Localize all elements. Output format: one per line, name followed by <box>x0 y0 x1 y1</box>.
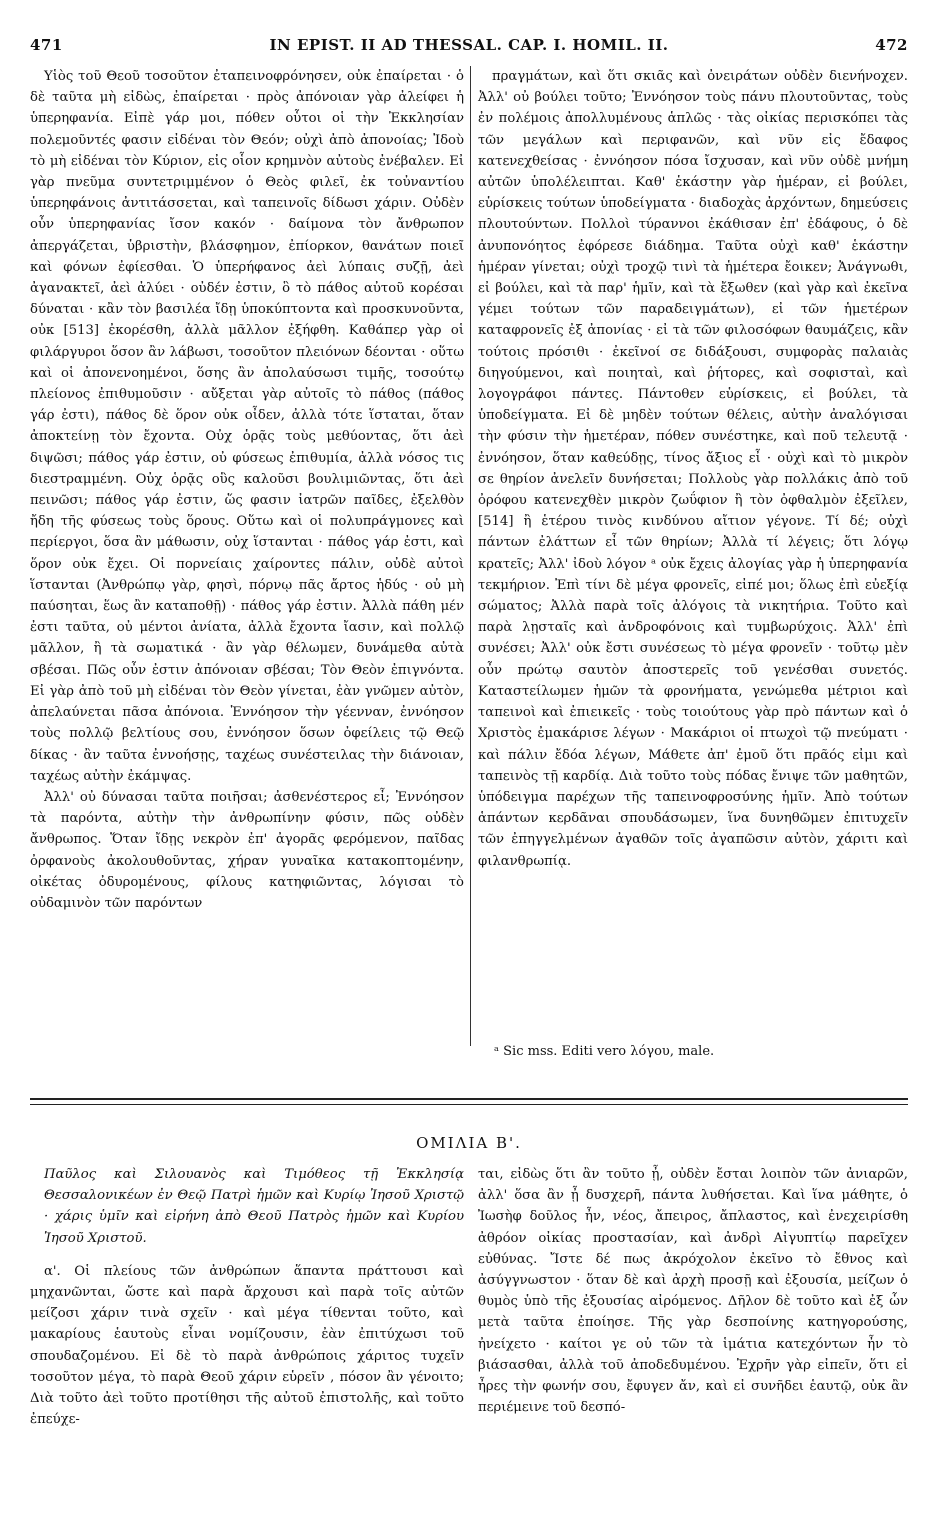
footnote: ᵃ Sic mss. Editi vero λόγου, male. <box>494 1044 715 1059</box>
right-column <box>478 66 908 872</box>
homily-left-column <box>30 1164 464 1430</box>
running-title: IN EPIST. II AD THESSAL. CAP. I. HOMIL. II. <box>269 36 669 54</box>
left-paragraph-1: Υἱὸς τοῦ Θεοῦ τοσοῦτον ἐταπεινοφρόνησεν, οὐκ ἐπαίρεται · ὁ δὲ ταῦτα μὴ εἰδὼς, ἐπαίρεται · πρὸς ἀπόνοιαν γὰρ ἀλείφει ἡ ὑπερηφανία. Εἰπὲ γάρ μοι, πόθεν οὗτοι οἱ τὴν Ἐκκλησίαν πολεμοῦντές φασιν εἰδέναι τὸν Θεόν; οὐχὶ ἀπὸ ἀπονοίας; Ἰδοὺ τὸ μὴ εἰδέναι τὸν Κύριον, εἰς οἷον κρημνὸν αὐτοὺς ἐνέβαλεν. Εἰ γὰρ πνεῦμα συντετριμμένον ὁ Θεὸς φιλεῖ, ἐκ τοὐναντίου ὑπερηφάνοις ἀντιτάσσεται, καὶ ταπεινοῖς δίδωσι χάριν. Οὐδὲν οὖν ὑπερηφανίας ἴσον κακόν · δαίμονα τὸν ἄνθρωπον ἀπεργάζεται, ὑβριστὴν, βλάσφημον, ἐπίορκον, θανάτων ποιεῖ καὶ φόνων ἐφίεσθαι. Ὁ ὑπερήφανος ἀεὶ λύπαις συζῇ, ἀεὶ ἀγανακτεῖ, ἀεὶ ἀλύει · οὐδέν ἐστιν, ὃ τὸ πάθος αὐτοῦ κορέσαι δύναται · κἂν τὸν βασιλέα ἴδῃ ὑποκύπτοντα καὶ προσκυνοῦντα, οὐκ [513] ἐκορέσθη, ἀλλὰ μᾶλλον ἐξήφθη. Καθάπερ γὰρ οἱ φιλάργυροι ὅσον ἂν λάβωσι, τοσοῦτον πλειόνων δέονται · οὕτω καὶ οἱ ἀπονενοημένοι, ὅσης ἂν ἀπολαύσωσι τιμῆς, τοσούτῳ πλείονος ἐπιθυμοῦσιν · αὔξεται γὰρ αὐτοῖς τὸ πάθος (πάθος γάρ ἐστι), πάθος δὲ ὅρον οὐκ οἶδεν, ἀλλὰ τότε ἵσταται, ὅταν ἀποκτείνῃ τὸν ἔχοντα. Οὐχ ὁρᾷς τοὺς μεθύοντας, ὅτι ἀεὶ διψῶσι; πάθος γάρ ἐστιν, οὐ φύσεως ἐπιθυμία, ἀλλὰ νόσος τις διεστραμμένη. Οὐχ ὁρᾷς οὓς καλοῦσι βουλιμιῶντας, ὅτι ἀεὶ πεινῶσι; πάθος γάρ ἐστιν, ὥς φασιν ἰατρῶν παῖδες, ἐξελθὸν ἤδη τῆς φύσεως τοὺς ὅρους. Οὕτω καὶ οἱ πολυπράγμονες καὶ περίεργοι, ὅσα ἂν μάθωσιν, οὐχ ἵστανται · πάθος γάρ ἐστι, καὶ ὅρον οὐκ ἔχει. Οἱ πορνείαις χαίροντες πάλιν, οὐδὲ αὐτοὶ ἵστανται (Ἀνθρώπῳ γὰρ, φησὶ, πόρνῳ πᾶς ἄρτος ἡδύς · οὐ μὴ παύσηται, ἕως ἂν καταποθῇ) · πάθος γάρ ἐστιν. Ἀλλὰ πάθη μέν ἐστι ταῦτα, οὐ μέντοι ἀνίατα, ἀλλὰ ἔχοντα ἴασιν, καὶ πολλῷ μᾶλλον, ἢ τὰ σωματικά · ἂν γὰρ θέλωμεν, δυνάμεθα αὐτὰ σβέσαι. Πῶς οὖν ἐστιν ἀπόνοιαν σβέσαι; Τὸν Θεὸν ἐπιγνόντα. Εἰ γὰρ ἀπὸ τοῦ μὴ εἰδέναι τὸν Θεὸν γίνεται, ἐὰν γνῶμεν αὐτὸν, ἀπελαύνεται πᾶσα ἀπόνοια. Ἐννόησον τὴν γέενναν, ἐννόησον τοὺς πολλῷ βελτίους σου, ἐννόησον ὅσων ὀφείλεις τῷ Θεῷ δίκας · ἂν ταῦτα ἐννοήσῃς, ταχέως συνέστειλας τὴν διάνοιαν, ταχέως αὐτὴν ἐκάμψας. <box>30 69 464 784</box>
homily-right-text: ται, εἰδὼς ὅτι ἂν τοῦτο ᾖ, οὐδὲν ἔσται λοιπὸν τῶν ἀνιαρῶν, ἀλλ' ὅσα ἂν ᾖ δυσχερῆ, πάντα λυθήσεται. Καὶ ἵνα μάθητε, ὁ Ἰωσὴφ δοῦλος ἦν, νέος, ἄπειρος, ἄπλαστος, καὶ ἐνεχειρίσθη ἀθρόον οἰκίας προστασίαν, καὶ ἀνδρὶ Αἰγυπτίῳ παρεῖχεν εὐθύνας. Ἴστε δέ πως ἀκρόχολον ἐκεῖνο τὸ ἔθνος καὶ ἀσύγγνωστον · ὅταν δὲ καὶ ἀρχὴ προσῇ καὶ ἐξουσία, μείζων ὁ θυμὸς ὑπὸ τῆς ἐξουσίας αἰρόμενος. Δῆλον δὲ τοῦτο καὶ ἐξ ὧν μετὰ ταῦτα ἐποίησε. Τῆς γὰρ δεσποίνης κατηγορούσης, ἠνείχετο · καίτοι γε οὐ τῶν τὰ ἱμάτια κατεχόντων ἦν τὸ βιάσασθαι, ἀλλὰ τοῦ ἀποδεδυμένου. Ἐχρῆν γὰρ εἰπεῖν, ὅτι εἰ ἦρες τὴν φωνήν σου, ἔφυγεν ἄν, καὶ εἰ συνῆδει ἑαυτῷ, οὐκ ἂν περιέμεινε τοῦ δεσπό- <box>478 1167 908 1416</box>
homily-right-column <box>478 1164 908 1418</box>
page-number-right: 472 <box>875 36 908 54</box>
section-rule-thin <box>30 1104 908 1105</box>
homily-title: ΟΜΙΛΙΑ Β'. <box>416 1134 522 1152</box>
left-column <box>30 66 464 914</box>
right-paragraph-1: πραγμάτων, καὶ ὅτι σκιᾶς καὶ ὀνειράτων οὐδὲν διενήνοχεν. Ἀλλ' οὐ βούλει τοῦτο; Ἐννόησον τοὺς πάνυ πλουτοῦντας, τοὺς ἐν πολέμοις ἀπολλυμένους ἁπλῶς · τὰς οἰκίας περισκόπει τὰς τῶν μεγάλων καὶ περιφανῶν, καὶ νῦν εἰς ἔδαφος κατενεχθείσας · ἐννόησον πόσα ἴσχυσαν, καὶ νῦν οὐδὲ μνήμη αὐτῶν ὑπολέλειπται. Καθ' ἑκάστην γὰρ ἡμέραν, εἰ βούλει, εὑρίσκεις τούτων ὑποδείγματα · διαδοχὰς ἀρχόντων, δημεύσεις πλουτούντων. Πολλοὶ τύραννοι ἐκάθισαν ἐπ' ἐδάφους, ὁ δὲ ἀνυπονόητος ἐφόρεσε διάδημα. Ταῦτα οὐχὶ καθ' ἑκάστην ἡμέραν γίνεται; οὐχὶ τροχῷ τινὶ τὰ ἡμέτερα ἔοικεν; Ἀνάγνωθι, εἰ βούλει, καὶ τὰ παρ' ἡμῖν, καὶ τὰ ἔξωθεν (καὶ γὰρ καὶ ἐκεῖνα γέμει τούτων τῶν παραδειγμάτων), εἰ τῶν ἡμετέρων καταφρονεῖς ἐξ ἀπονίας · εἰ τὰ τῶν φιλοσόφων θαυμάζεις, κἂν τούτοις πρόσιθι · ἐκεῖνοί σε διδάξουσι, συμφορὰς παλαιὰς διηγούμενοι, καὶ ποιηταὶ, καὶ ῥήτορες, καὶ σοφισταὶ, καὶ λογογράφοι πάντες. Πάντοθεν εὑρίσκεις, εἰ βούλει, τὰ ὑποδείγματα. Εἰ δὲ μηδὲν τούτων θέλεις, αὐτὴν ἀναλόγισαι τὴν φύσιν τὴν ἡμετέραν, πόθεν συνέστηκε, καὶ ποῦ τελευτᾷ · ἐννόησον, ὅταν καθεύδῃς, τίνος ἄξιος εἶ · οὐχὶ καὶ τὸ μικρὸν σε θηρίον ἀνελεῖν δυνήσεται; Πολλοὺς γὰρ πολλάκις ἀπὸ τοῦ ὀρόφου κατενεχθὲν μικρὸν ζωΰφιον ἢ τὸν ὀφθαλμὸν ἐξεῖλεν, [514] ἢ ἑτέρου τινὸς κινδύνου αἴτιον γέγονε. Τί δέ; οὐχὶ πάντων ἐλάττων εἶ τῶν θηρίων; Ἀλλὰ τί λέγεις; ὅτι λόγῳ κρατεῖς; Ἀλλ' ἰδοὺ λόγον ᵃ οὐκ ἔχεις ἀλογίας γὰρ ἡ ὑπερηφανία τεκμήριον. Ἐπὶ τίνι δὲ μέγα φρονεῖς, εἰπέ μοι; ὅλως ἐπὶ εὐεξίᾳ σώματος; Ἀλλὰ παρὰ τοῖς ἀλόγοις τὰ νικητήρια. Τοῦτο καὶ παρὰ λῃσταῖς καὶ ἀνδροφόνοις καὶ τυμβωρύχοις. Ἀλλ' ἐπὶ συνέσει; Ἀλλ' οὐκ ἔστι συνέσεως τὸ μέγα φρονεῖν · τοῦτῳ μὲν οὖν πρώτῳ σαυτὸν ἀποστερεῖς τοῦ γενέσθαι συνετός. Καταστείλωμεν ἡμῶν τὰ φρονήματα, γενώμεθα μέτριοι καὶ ταπεινοὶ καὶ ἐπιεικεῖς · τοὺς τοιούτους γὰρ πρὸ πάντων καὶ ὁ Χριστὸς ἐμακάρισε λέγων · Μακάριοι οἱ πτωχοὶ τῷ πνεύματι · καὶ πάλιν ἔδόα λέγων, Μάθετε ἀπ' ἐμοῦ ὅτι πρᾶός εἰμι καὶ ταπεινὸς τῇ καρδίᾳ. Διὰ τοῦτο τοὺς πόδας ἔνιψε τῶν μαθητῶν, ὑπόδειγμα παρέχων τῆς ταπεινοφροσύνης ἡμῖν. Ἀπὸ τούτων ἁπάντων κερδᾶναι σπουδάσωμεν, ἵνα δυνηθῶμεν ἐπιτυχεῖν τῶν ἐπηγγελμένων ἀγαθῶν τοῖς ἀγαπῶσιν αὐτὸν, χάριτι καὶ φιλανθρωπίᾳ. <box>478 69 908 869</box>
page-header <box>30 36 908 58</box>
homily-left-text: α'. Οἱ πλείους τῶν ἀνθρώπων ἅπαντα πράττουσι καὶ μηχανῶνται, ὥστε καὶ παρὰ ἄρχουσι καὶ παρὰ τοῖς αὐτῶν μείζοσι χάριν τινὰ σχεῖν · καὶ μέγα τίθενται τοῦτο, καὶ μακαρίους ἑαυτοὺς εἶναι νομίζουσιν, ἐὰν ἐπιτύχωσι τοῦ σπουδαζομένου. Εἰ δὲ τὸ παρὰ ἀνθρώποις χάριτος τυχεῖν τοσοῦτον μέγα, τὸ παρὰ Θεοῦ χάριν εὑρεῖν , πόσον ἂν γένοιτο; Διὰ τοῦτο ἀεὶ τοῦτο προτίθησι τῆς αὐτοῦ ἐπιστολῆς, καὶ τοῦτο ἐπεύχε- <box>30 1263 464 1428</box>
column-divider <box>470 66 471 1046</box>
section-rule-thick <box>30 1098 908 1100</box>
page-number-left: 471 <box>30 36 63 54</box>
homily-intro: Παῦλος καὶ Σιλουανὸς καὶ Τιμόθεος τῇ Ἐκκλησίᾳ Θεσσαλονικέων ἐν Θεῷ Πατρὶ ἡμῶν καὶ Κυρίῳ Ἰησοῦ Χριστῷ · χάρις ὑμῖν καὶ εἰρήνη ἀπὸ Θεοῦ Πατρὸς ἡμῶν καὶ Κυρίου Ἰησοῦ Χριστοῦ. <box>44 1167 464 1246</box>
left-paragraph-2: Ἀλλ' οὐ δύνασαι ταῦτα ποιῆσαι; ἀσθενέστερος εἶ; Ἐννόησον τὰ παρόντα, αὐτὴν τὴν ἀνθρωπίνην φύσιν, πῶς οὐδὲν ἄνθρωπος. Ὅταν ἴδῃς νεκρὸν ἐπ' ἀγορᾶς φερόμενον, παῖδας ὀρφανοὺς ἀκολουθοῦντας, χήραν γυναῖκα κατακοπτομένην, οἰκέτας ὀδυρομένους, φίλους κατηφιῶντας, λόγισαι τὸ οὐδαμινὸν τῶν παρόντων <box>30 789 464 911</box>
